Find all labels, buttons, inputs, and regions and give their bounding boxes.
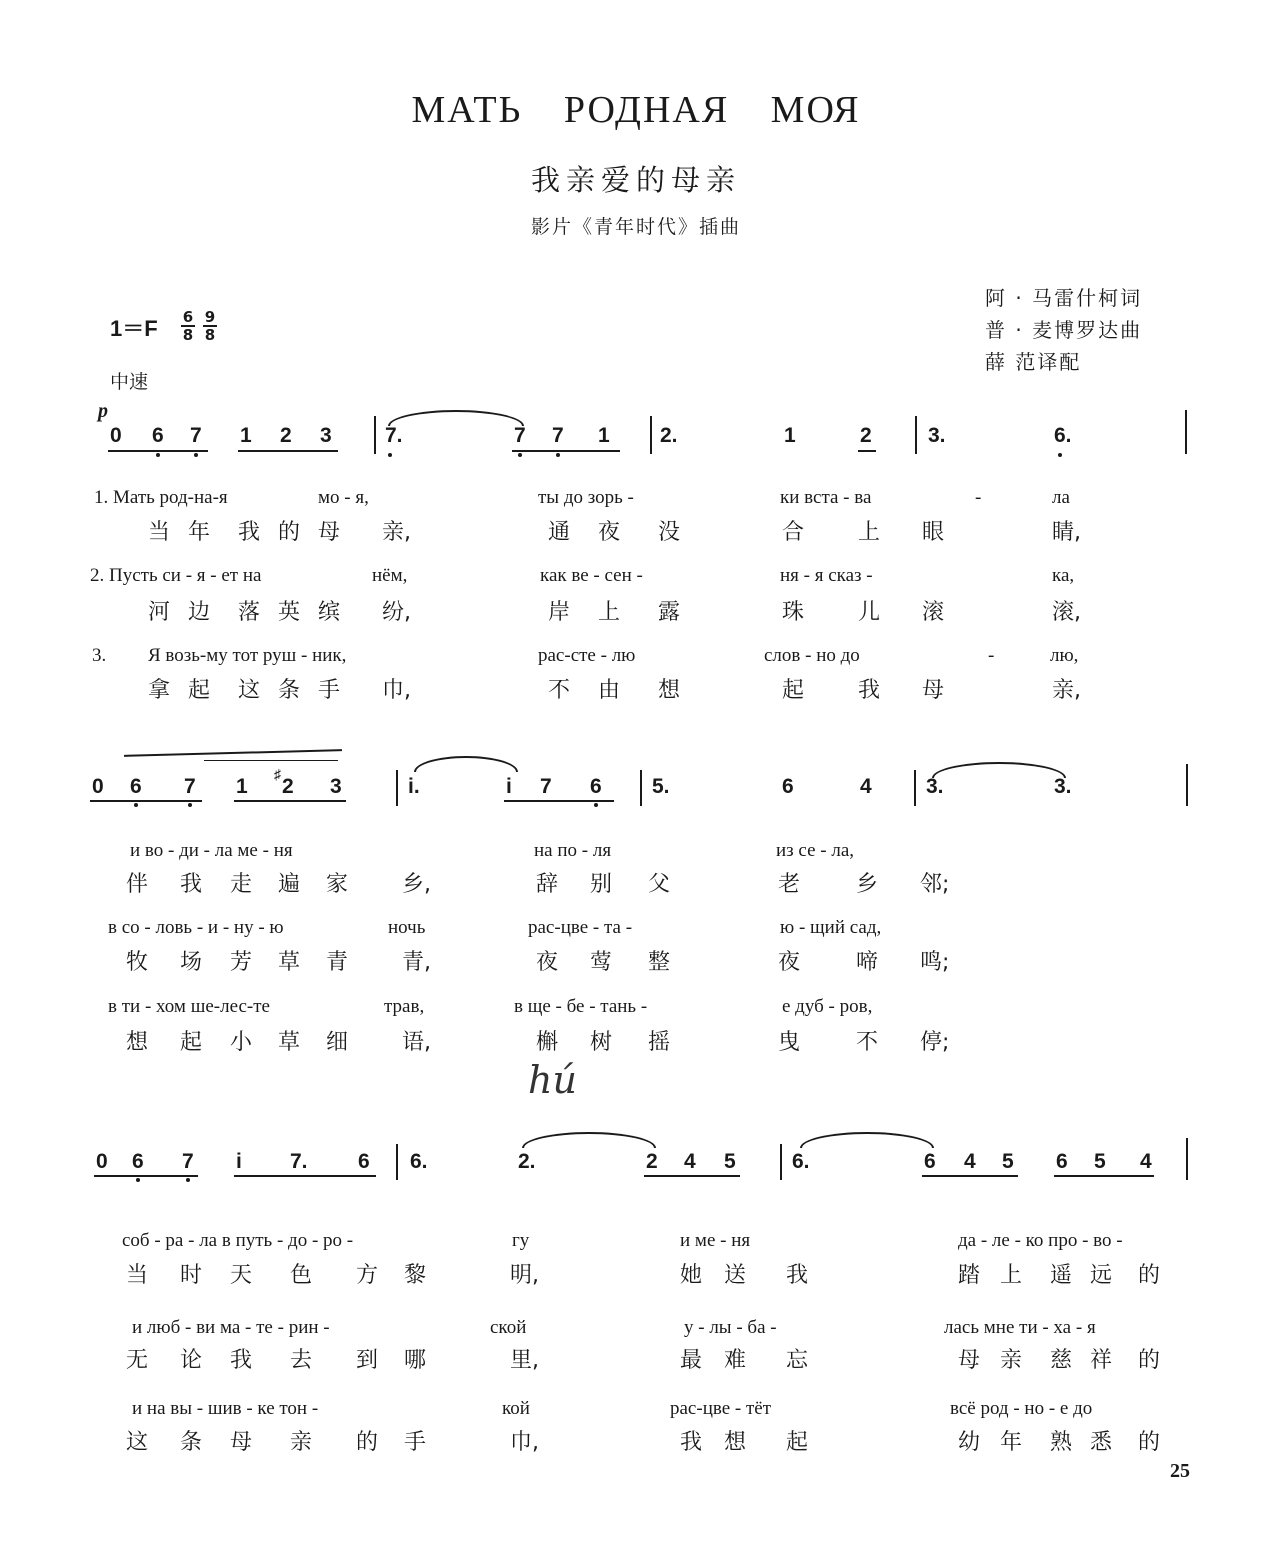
russian-lyric: и ме - ня <box>680 1230 751 1251</box>
note: 5 <box>1094 1150 1106 1173</box>
chinese-lyric: 纷, <box>382 600 411 625</box>
song-title: МАТЬ РОДНАЯ МОЯ <box>411 89 861 131</box>
chinese-lyric: 走 <box>230 872 253 897</box>
chinese-lyric: 起 <box>188 678 211 703</box>
russian-lyric: на по - ля <box>534 840 612 861</box>
handwritten-annotation: hú <box>528 1058 577 1102</box>
chinese-lyric: 莺 <box>590 950 613 975</box>
russian-lyric: ской <box>490 1317 527 1338</box>
time2-top: 9 <box>204 308 216 326</box>
russian-lyric: рас-цве - тёт <box>670 1398 772 1419</box>
chinese-lyric: 熟 <box>1050 1430 1073 1455</box>
note: 6. <box>1054 424 1072 447</box>
low-dot <box>134 803 138 807</box>
low-dot <box>188 803 192 807</box>
chinese-lyric: 条 <box>180 1430 203 1455</box>
chinese-lyric: 通 <box>548 520 571 545</box>
chinese-lyric: 的 <box>1138 1348 1161 1373</box>
note: 6 <box>590 775 602 798</box>
chinese-lyric: 想 <box>126 1030 149 1055</box>
time2-bottom: 8 <box>204 326 216 344</box>
chinese-lyric: 母 <box>922 678 945 703</box>
chinese-lyric: 这 <box>126 1430 149 1455</box>
note: 5 <box>724 1150 736 1173</box>
chinese-lyric: 场 <box>180 950 203 975</box>
note: 0 <box>92 775 104 798</box>
beam <box>858 450 876 452</box>
chinese-lyric: 夜 <box>598 520 621 545</box>
note: 4 <box>860 775 872 798</box>
slur <box>800 1132 934 1148</box>
chinese-lyric: 悉 <box>1090 1430 1113 1455</box>
russian-lyric: нём, <box>372 565 408 586</box>
russian-lyric: в ти - хом ше-лес-те <box>108 996 270 1017</box>
chinese-lyric: 上 <box>858 520 881 545</box>
beam <box>922 1175 1018 1177</box>
russian-lyric: лю, <box>1050 645 1079 666</box>
chinese-lyric: 这 <box>238 678 261 703</box>
russian-lyric: ня - я сказ - <box>780 565 873 586</box>
note: 3. <box>926 775 944 798</box>
russian-lyric: всё род - но - е до <box>950 1398 1093 1419</box>
beam <box>234 1175 376 1177</box>
russian-lyric: и во - ди - ла ме - ня <box>130 840 293 861</box>
chinese-lyric: 语, <box>402 1030 431 1055</box>
chinese-lyric: 槲 <box>536 1030 559 1055</box>
chinese-lyric: 细 <box>326 1030 349 1055</box>
note: 5. <box>652 775 670 798</box>
chinese-lyric: 滚, <box>1052 600 1081 625</box>
chinese-lyric: 草 <box>278 1030 301 1055</box>
slur <box>388 410 524 426</box>
note: 4 <box>1140 1150 1152 1173</box>
chinese-lyric: 远 <box>1090 1263 1113 1288</box>
chinese-lyric: 亲, <box>1052 678 1081 703</box>
note: i <box>236 1150 242 1173</box>
russian-lyric: е дуб - ров, <box>782 996 873 1017</box>
chinese-lyric: 我 <box>680 1430 703 1455</box>
chinese-lyric: 树 <box>590 1030 613 1055</box>
chinese-lyric: 露 <box>658 600 681 625</box>
note: 6 <box>358 1150 370 1173</box>
chinese-lyric: 乡 <box>856 872 879 897</box>
low-dot <box>156 453 160 457</box>
note: 7 <box>190 424 202 447</box>
chinese-lyric: 伴 <box>126 872 149 897</box>
chinese-lyric: 的 <box>356 1430 379 1455</box>
chinese-lyric: 草 <box>278 950 301 975</box>
note: 0 <box>110 424 122 447</box>
note: 7 <box>514 424 526 447</box>
barline <box>374 416 376 454</box>
chinese-lyric: 不 <box>548 678 571 703</box>
russian-lyric: ты до зорь - <box>538 487 634 508</box>
russian-lyric: да - ле - ко про - во - <box>958 1230 1123 1251</box>
note: 1 <box>598 424 610 447</box>
note: 6 <box>1056 1150 1068 1173</box>
russian-lyric: ка, <box>1052 565 1075 586</box>
note: 3. <box>1054 775 1072 798</box>
note: 2. <box>660 424 678 447</box>
pencil-stroke <box>124 749 342 757</box>
chinese-lyric: 的 <box>1138 1263 1161 1288</box>
chinese-lyric: 遥 <box>1050 1263 1073 1288</box>
chinese-lyric: 别 <box>590 872 613 897</box>
chinese-lyric: 手 <box>404 1430 427 1455</box>
barline <box>650 416 652 454</box>
russian-lyric: гу <box>512 1230 530 1251</box>
chinese-lyric: 拿 <box>148 678 171 703</box>
chinese-lyric: 亲 <box>1000 1348 1023 1373</box>
chinese-lyric: 遍 <box>278 872 301 897</box>
chinese-lyric: 青 <box>326 950 349 975</box>
russian-lyric: 2. Пусть си - я - ет на <box>90 565 262 586</box>
beam <box>94 1175 198 1177</box>
chinese-lyric: 巾, <box>510 1430 539 1455</box>
chinese-lyric: 岸 <box>548 600 571 625</box>
russian-lyric: ки вста - ва <box>780 487 872 508</box>
beam <box>512 450 620 452</box>
time1-bottom: 8 <box>182 326 194 344</box>
chinese-lyric: 辞 <box>536 872 559 897</box>
barline <box>396 1144 398 1180</box>
note: 2 <box>860 424 872 447</box>
slur <box>932 762 1066 778</box>
note: 1 <box>784 424 796 447</box>
chinese-lyric: 里, <box>510 1348 539 1373</box>
chinese-lyric: 上 <box>598 600 621 625</box>
note: 6 <box>130 775 142 798</box>
time-signature-2 <box>202 310 218 342</box>
chinese-lyric: 我 <box>238 520 261 545</box>
chinese-lyric: 邻; <box>920 872 950 897</box>
translator-credit: 薛 范译配 <box>985 350 1082 374</box>
note: 7. <box>290 1150 308 1173</box>
beam <box>108 450 208 452</box>
chinese-lyric: 青, <box>402 950 431 975</box>
russian-lyric: рас-сте - лю <box>538 645 636 666</box>
composer-credit: 普 · 麦博罗达曲 <box>985 318 1143 342</box>
chinese-lyric: 睛, <box>1052 520 1081 545</box>
chinese-lyric: 乡, <box>402 872 431 897</box>
note: 7 <box>184 775 196 798</box>
barline <box>1186 764 1188 806</box>
chinese-lyric: 河 <box>148 600 171 625</box>
chinese-lyric: 夜 <box>536 950 559 975</box>
note: 7. <box>385 424 403 447</box>
pencil-stroke <box>204 760 338 761</box>
barline <box>396 770 398 806</box>
chinese-lyric: 停; <box>920 1030 950 1055</box>
page-number: 25 <box>1170 1460 1190 1482</box>
note: 5 <box>1002 1150 1014 1173</box>
chinese-lyric: 小 <box>230 1030 253 1055</box>
russian-lyric: мо - я, <box>318 487 369 508</box>
time-signature-1 <box>180 310 196 342</box>
note: 7 <box>540 775 552 798</box>
note: 0 <box>96 1150 108 1173</box>
lyricist-credit: 阿 · 马雷什柯词 <box>985 286 1143 310</box>
russian-lyric: - <box>988 645 995 666</box>
chinese-lyric: 起 <box>782 678 805 703</box>
chinese-lyric: 落 <box>238 600 261 625</box>
film-note: 影片《青年时代》插曲 <box>530 216 741 238</box>
chinese-lyric: 亲 <box>290 1430 313 1455</box>
chinese-lyric: 慈 <box>1050 1348 1073 1373</box>
chinese-lyric: 英 <box>278 600 301 625</box>
beam <box>504 800 614 802</box>
russian-lyric: 3. <box>92 645 107 666</box>
note: 3 <box>330 775 342 798</box>
chinese-lyric: 到 <box>356 1348 379 1373</box>
chinese-lyric: 珠 <box>782 600 805 625</box>
chinese-lyric: 家 <box>326 872 349 897</box>
beam <box>90 800 202 802</box>
chinese-lyric: 亲, <box>382 520 411 545</box>
beam <box>644 1175 740 1177</box>
russian-lyric: в ще - бе - тань - <box>514 996 648 1017</box>
chinese-lyric: 巾, <box>382 678 411 703</box>
russian-lyric: 1. Мать род-на-я <box>94 487 228 508</box>
chinese-lyric: 摇 <box>648 1030 671 1055</box>
note: 2. <box>518 1150 536 1173</box>
low-dot <box>556 453 560 457</box>
chinese-lyric: 天 <box>230 1263 253 1288</box>
russian-lyric: и люб - ви ма - те - рин - <box>132 1317 330 1338</box>
chinese-lyric: 没 <box>658 520 681 545</box>
chinese-lyric: 母 <box>230 1430 253 1455</box>
chinese-lyric: 的 <box>1138 1430 1161 1455</box>
russian-lyric: лась мне ти - ха - я <box>944 1317 1096 1338</box>
note: 1 <box>236 775 248 798</box>
note: i <box>506 775 512 798</box>
chinese-lyric: 当 <box>148 520 171 545</box>
chinese-lyric: 上 <box>1000 1263 1023 1288</box>
russian-lyric: слов - но до <box>764 645 860 666</box>
chinese-lyric: 想 <box>658 678 681 703</box>
low-dot <box>186 1178 190 1182</box>
barline <box>1186 1138 1188 1180</box>
russian-lyric: из се - ла, <box>776 840 855 861</box>
barline <box>640 770 642 806</box>
chinese-lyric: 我 <box>230 1348 253 1373</box>
note: 2 <box>646 1150 658 1173</box>
low-dot <box>136 1178 140 1182</box>
barline <box>915 416 917 454</box>
key-signature: 1＝F <box>110 316 158 341</box>
chinese-lyric: 我 <box>180 872 203 897</box>
russian-lyric: ю - щий сад, <box>780 917 882 938</box>
slur <box>414 756 518 772</box>
time1-top: 6 <box>182 308 194 326</box>
russian-lyric: кой <box>502 1398 530 1419</box>
low-dot <box>1058 453 1062 457</box>
chinese-lyric: 我 <box>858 678 881 703</box>
chinese-lyric: 边 <box>188 600 211 625</box>
russian-lyric: у - лы - ба - <box>684 1317 777 1338</box>
chinese-lyric: 时 <box>180 1263 203 1288</box>
chinese-lyric: 缤 <box>318 600 341 625</box>
low-dot <box>518 453 522 457</box>
chinese-lyric: 曳 <box>778 1030 801 1055</box>
note: 6. <box>410 1150 428 1173</box>
chinese-lyric: 哪 <box>404 1348 427 1373</box>
russian-lyric: как ве - сен - <box>540 565 643 586</box>
chinese-lyric: 鸣; <box>920 950 950 975</box>
note: 2 <box>280 424 292 447</box>
tempo-marking: 中速 <box>110 371 149 393</box>
barline <box>780 1144 782 1180</box>
chinese-lyric: 幼 <box>958 1430 981 1455</box>
chinese-lyric: 年 <box>1000 1430 1023 1455</box>
russian-lyric: - <box>975 487 982 508</box>
russian-lyric: рас-цве - та - <box>528 917 633 938</box>
note: 4 <box>964 1150 976 1173</box>
chinese-lyric: 想 <box>724 1430 747 1455</box>
chinese-lyric: 黎 <box>404 1263 427 1288</box>
chinese-lyric: 最 <box>680 1348 703 1373</box>
chinese-lyric: 整 <box>648 950 671 975</box>
chinese-lyric: 无 <box>126 1348 149 1373</box>
note: 6. <box>792 1150 810 1173</box>
chinese-lyric: 母 <box>958 1348 981 1373</box>
chinese-lyric: 论 <box>180 1348 203 1373</box>
chinese-lyric: 方 <box>356 1263 379 1288</box>
chinese-lyric: 的 <box>278 520 301 545</box>
song-subtitle: 我亲爱的母亲 <box>530 163 741 197</box>
chinese-lyric: 忘 <box>786 1348 809 1373</box>
note: 2 <box>282 775 294 798</box>
note: 4 <box>684 1150 696 1173</box>
low-dot <box>194 453 198 457</box>
chinese-lyric: 牧 <box>126 950 149 975</box>
chinese-lyric: 不 <box>856 1030 879 1055</box>
note: 6 <box>152 424 164 447</box>
chinese-lyric: 夜 <box>778 950 801 975</box>
chinese-lyric: 母 <box>318 520 341 545</box>
chinese-lyric: 起 <box>786 1430 809 1455</box>
dynamic-marking: p <box>98 400 108 422</box>
beam <box>1054 1175 1154 1177</box>
chinese-lyric: 由 <box>598 678 621 703</box>
russian-lyric: и на вы - шив - ке тон - <box>132 1398 319 1419</box>
note: 6 <box>132 1150 144 1173</box>
russian-lyric: Я возь-му тот руш - ник, <box>148 645 347 666</box>
chinese-lyric: 合 <box>782 520 805 545</box>
sharp-sign: ♯ <box>274 766 281 782</box>
russian-lyric: ночь <box>388 917 426 938</box>
chinese-lyric: 明, <box>510 1263 539 1288</box>
chinese-lyric: 起 <box>180 1030 203 1055</box>
note: 7 <box>552 424 564 447</box>
russian-lyric: в со - ловь - и - ну - ю <box>108 917 284 938</box>
note: 3. <box>928 424 946 447</box>
note: 1 <box>240 424 252 447</box>
chinese-lyric: 手 <box>318 678 341 703</box>
chinese-lyric: 踏 <box>958 1263 981 1288</box>
barline <box>914 770 916 806</box>
chinese-lyric: 父 <box>648 872 671 897</box>
chinese-lyric: 她 <box>680 1263 703 1288</box>
chinese-lyric: 儿 <box>858 600 881 625</box>
chinese-lyric: 滚 <box>922 600 945 625</box>
note: 7 <box>182 1150 194 1173</box>
chinese-lyric: 我 <box>786 1263 809 1288</box>
chinese-lyric: 去 <box>290 1348 313 1373</box>
note: 6 <box>924 1150 936 1173</box>
chinese-lyric: 芳 <box>230 950 253 975</box>
slur <box>522 1132 656 1148</box>
chinese-lyric: 难 <box>724 1348 747 1373</box>
chinese-lyric: 当 <box>126 1263 149 1288</box>
note: 3 <box>320 424 332 447</box>
chinese-lyric: 祥 <box>1090 1348 1113 1373</box>
chinese-lyric: 条 <box>278 678 301 703</box>
russian-lyric: соб - ра - ла в путь - до - ро - <box>122 1230 354 1251</box>
note: 6 <box>782 775 794 798</box>
low-dot <box>594 803 598 807</box>
chinese-lyric: 眼 <box>922 520 945 545</box>
chinese-lyric: 啼 <box>856 950 879 975</box>
chinese-lyric: 年 <box>188 520 211 545</box>
chinese-lyric: 老 <box>778 872 801 897</box>
chinese-lyric: 色 <box>290 1263 313 1288</box>
russian-lyric: ла <box>1052 487 1070 508</box>
barline <box>1185 410 1187 454</box>
chinese-lyric: 送 <box>724 1263 747 1288</box>
note: i. <box>408 775 420 798</box>
beam <box>234 800 346 802</box>
beam <box>238 450 338 452</box>
low-dot <box>388 453 392 457</box>
russian-lyric: трав, <box>384 996 425 1017</box>
